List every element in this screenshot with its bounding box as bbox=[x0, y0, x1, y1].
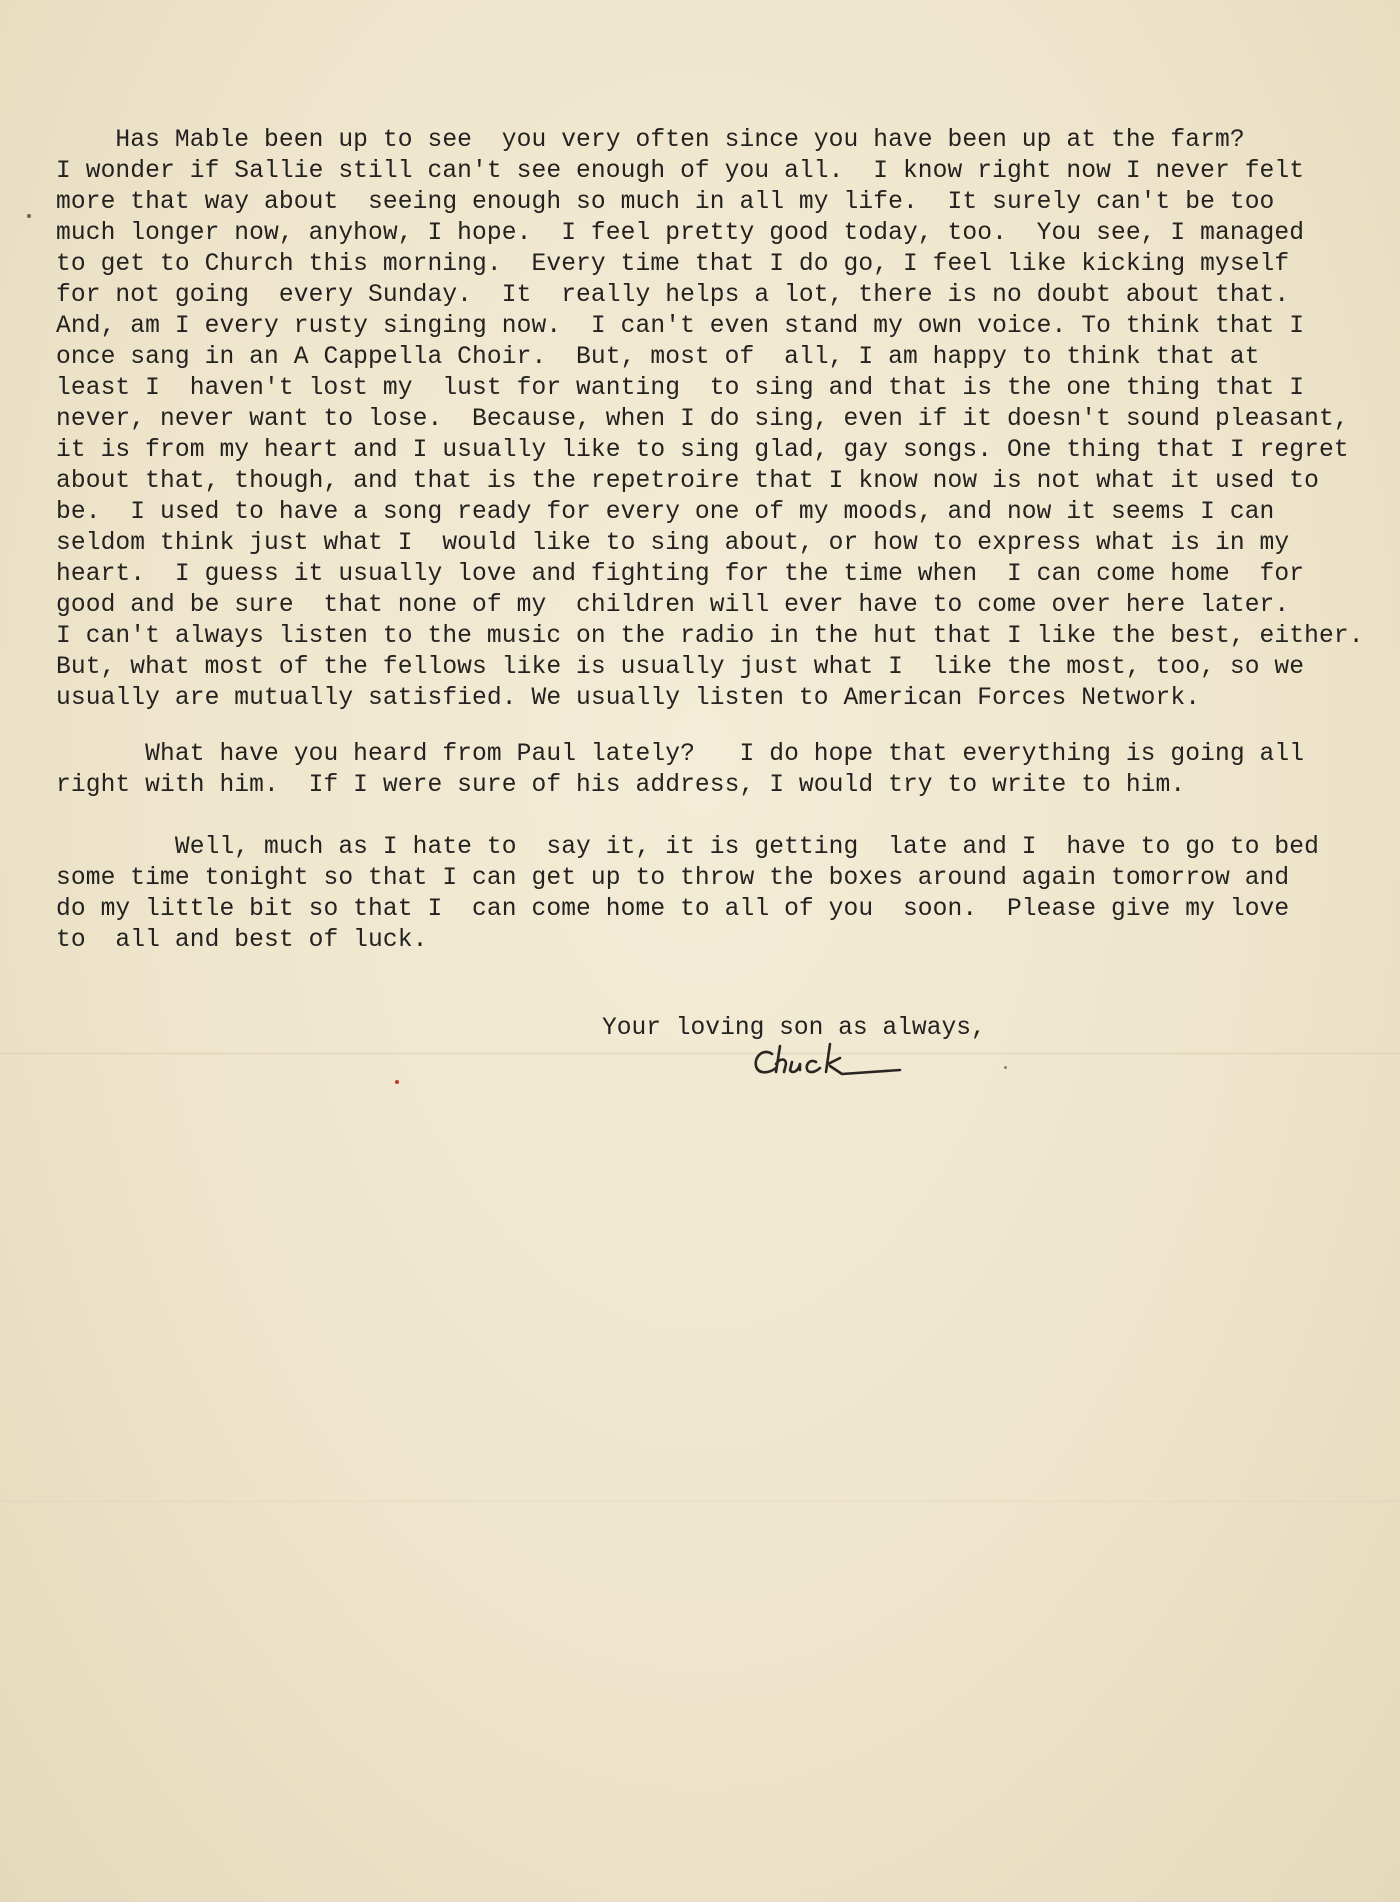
letter-line: least I haven't lost my lust for wanting to sing and that is the one thing that I bbox=[56, 375, 1305, 402]
letter-line: more that way about seeing enough so much in all my life. It surely can't be too bbox=[56, 189, 1275, 216]
letter-line: be. I used to have a song ready for every one of my moods, and now it seems I can bbox=[56, 499, 1275, 526]
letter-line: right with him. If I were sure of his address, I would try to write to him. bbox=[56, 772, 1186, 799]
letter-line: I wonder if Sallie still can't see enough of you all. I know right now I never felt bbox=[56, 158, 1305, 185]
paper-speck bbox=[1004, 1066, 1007, 1069]
paper-fold-crease-lower bbox=[0, 1500, 1400, 1503]
letter-line: seldom think just what I would like to sing about, or how to express what is in my bbox=[56, 530, 1290, 557]
letter-line: for not going every Sunday. It really helps a lot, there is no doubt about that. bbox=[56, 282, 1290, 309]
letter-line: to get to Church this morning. Every time that I do go, I feel like kicking myself bbox=[56, 251, 1290, 278]
letter-line: Has Mable been up to see you very often since you have been up at the farm? bbox=[56, 127, 1245, 154]
letter-line: do my little bit so that I can come home to all of you soon. Please give my love bbox=[56, 896, 1290, 923]
letter-line: it is from my heart and I usually like to sing glad, gay songs. One thing that I regret bbox=[56, 437, 1349, 464]
letter-line: to all and best of luck. bbox=[56, 927, 428, 954]
letter-line: usually are mutually satisfied. We usually listen to American Forces Network. bbox=[56, 685, 1201, 712]
paper-fold-crease bbox=[0, 1052, 1400, 1055]
letter-line: But, what most of the fellows like is usually just what I like the most, too, so we bbox=[56, 654, 1305, 681]
letter-line: I can't always listen to the music on the radio in the hut that I like the best, either. bbox=[56, 623, 1364, 650]
letter-closing: Your loving son as always, bbox=[602, 1015, 986, 1042]
letter-line: And, am I every rusty singing now. I can't even stand my own voice. To think that I bbox=[56, 313, 1305, 340]
letter-line: never, never want to lose. Because, when I do sing, even if it doesn't sound pleasant, bbox=[56, 406, 1349, 433]
paper-speck bbox=[27, 214, 31, 218]
letter-line: heart. I guess it usually love and fighting for the time when I can come home for bbox=[56, 561, 1305, 588]
letter-line: some time tonight so that I can get up to throw the boxes around again tomorrow and bbox=[56, 865, 1290, 892]
letter-line: once sang in an A Cappella Choir. But, most of all, I am happy to think that at bbox=[56, 344, 1260, 371]
letter-line: Well, much as I hate to say it, it is getting late and I have to go to bed bbox=[56, 834, 1319, 861]
paper-speck bbox=[395, 1080, 399, 1084]
letter-line: What have you heard from Paul lately? I do hope that everything is going all bbox=[56, 741, 1305, 768]
handwritten-signature bbox=[750, 1038, 910, 1088]
letter-line: about that, though, and that is the repetroire that I know now is not what it used to bbox=[56, 468, 1319, 495]
letter-line: much longer now, anyhow, I hope. I feel pretty good today, too. You see, I managed bbox=[56, 220, 1305, 247]
letter-line: good and be sure that none of my children will ever have to come over here later. bbox=[56, 592, 1290, 619]
